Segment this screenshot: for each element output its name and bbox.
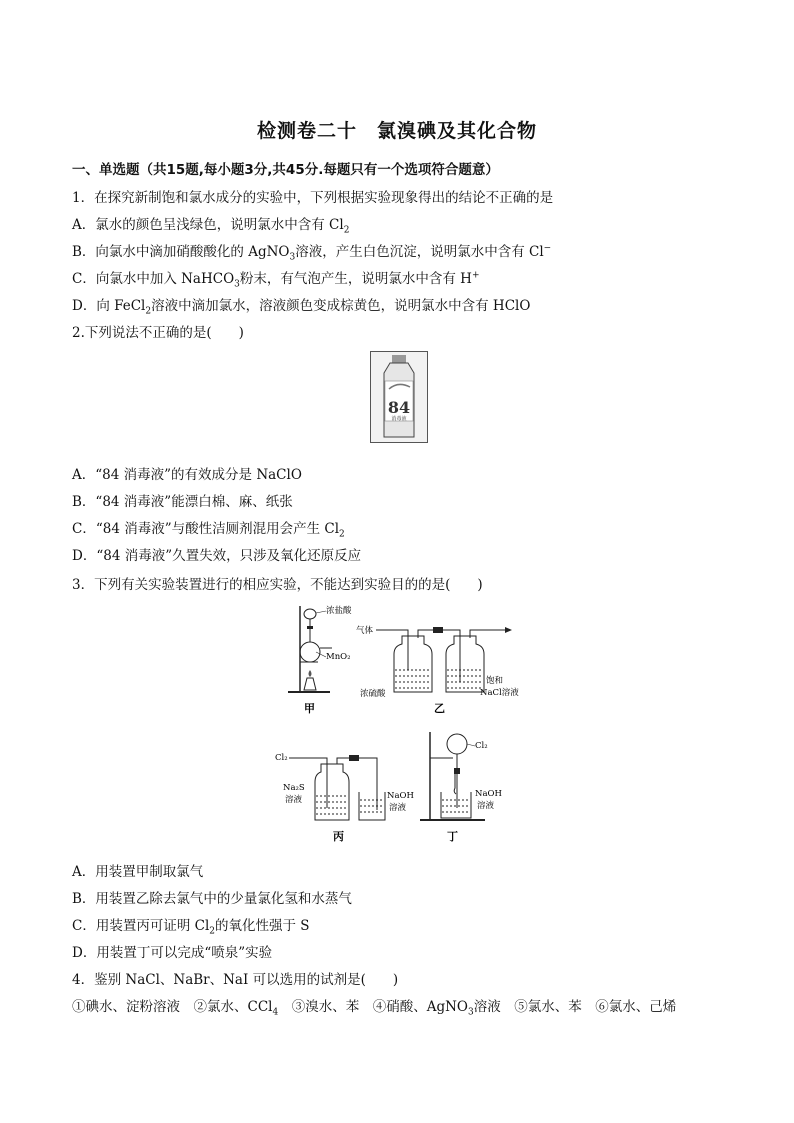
q1-option-d: D．向 FeCl$_2$溶液中滴加氯水，溶液颜色变成棕黄色，说明氯水中含有 HClO	[72, 298, 531, 317]
label-yi: 乙	[434, 702, 445, 715]
label-mno2: MnO₂	[326, 652, 351, 662]
q2-option-d: D．“84 消毒液”久置失效，只涉及氧化还原反应	[72, 548, 362, 564]
label-gas: 气体	[356, 626, 374, 636]
bottle-label-text: 消毒液	[391, 416, 407, 422]
label-cl2-ding: Cl₂	[475, 741, 488, 751]
q3-stem: 3．下列有关实验装置进行的相应实验，不能达到实验目的的是( )	[72, 577, 483, 593]
label-saturated: 饱和	[486, 676, 504, 686]
label-na2s-solution: 溶液	[285, 795, 303, 805]
label-conc-h2so4: 浓硫酸	[360, 689, 386, 699]
label-naoh-bing: NaOH	[387, 791, 414, 801]
apparatus-bing-ding	[275, 728, 515, 848]
label-cl2-bing: Cl₂	[275, 753, 288, 763]
q2-option-a: A．“84 消毒液”的有效成分是 NaClO	[72, 467, 302, 483]
label-naoh-ding-solution: 溶液	[477, 801, 495, 811]
label-naoh-ding: NaOH	[475, 789, 502, 799]
q3-option-b: B．用装置乙除去氯气中的少量氯化氢和水蒸气	[72, 891, 352, 907]
q3-option-d: D．用装置丁可以完成“喷泉”实验	[72, 945, 273, 961]
label-na2s: Na₂S	[283, 783, 305, 793]
q2-stem: 2.下列说法不正确的是( )	[72, 325, 244, 341]
bleach-bottle-image	[370, 351, 428, 443]
q4-stem: 4．鉴别 NaCl、NaBr、NaI 可以选用的试剂是( )	[72, 972, 399, 988]
label-bing: 丙	[333, 830, 344, 843]
q1-option-c: C．向氯水中加入 NaHCO$_3$粉末，有气泡产生，说明氯水中含有 H+	[72, 270, 480, 290]
section-heading: 一、单选题（共15题,每小题3分,共45分.每题只有一个选项符合题意）	[72, 162, 499, 178]
q3-option-c: C．用装置丙可证明 $Cl_2$的氧化性强于 S	[72, 918, 310, 937]
label-nacl-solution: NaCl溶液	[480, 688, 519, 698]
label-ding: 丁	[447, 830, 458, 843]
page-title: 检测卷二十 氯溴碘及其化合物	[256, 120, 537, 142]
label-naoh-bing-solution: 溶液	[389, 803, 407, 813]
q4-options: ①碘水、淀粉溶液 ②氯水、CCl$_4$ ③溴水、苯 ④硝酸、AgNO$_3$溶液 ⑤氯水、苯 ⑥氯水、己烯	[72, 999, 677, 1018]
label-conc-hcl: 浓盐酸	[326, 606, 352, 616]
q3-option-a: A．用装置甲制取氯气	[72, 864, 204, 880]
bottle-label-84: 84	[387, 398, 411, 417]
apparatus-jia-yi	[280, 600, 530, 720]
q2-option-c: C．“84 消毒液”与酸性洁厕剂混用会产生 $Cl_2$	[72, 521, 345, 540]
label-jia: 甲	[304, 702, 315, 715]
q2-option-b: B．“84 消毒液”能漂白棉、麻、纸张	[72, 494, 293, 510]
q1-stem: 1．在探究新制饱和氯水成分的实验中，下列根据实验现象得出的结论不正确的是	[72, 190, 554, 206]
q1-option-a: A．氯水的颜色呈浅绿色，说明氯水中含有 $Cl_2$	[72, 217, 350, 236]
q1-option-b: B．向氯水中滴加硝酸酸化的 AgNO$_3$溶液，产生白色沉淀，说明氯水中含有 Cl−	[72, 243, 552, 263]
